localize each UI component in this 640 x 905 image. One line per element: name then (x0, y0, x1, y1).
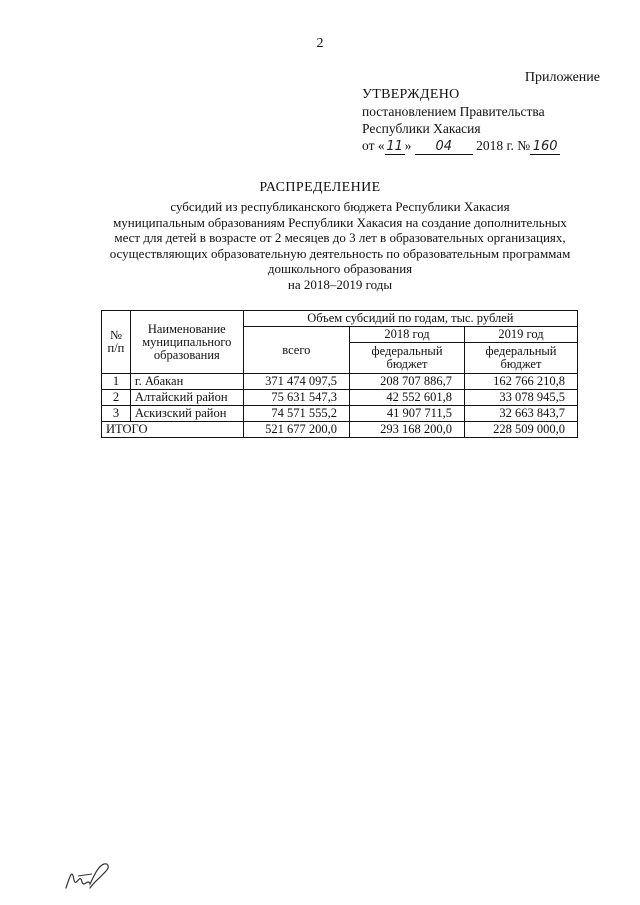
subtitle-line: муниципальным образованиям Республики Хакасия на создание дополнительных (113, 214, 567, 230)
header-year-2018: 2018 год (350, 327, 465, 343)
row-2018: 41 907 711,5 (350, 406, 465, 422)
row-2018: 42 552 601,8 (350, 390, 465, 406)
header-year-2019: 2019 год (464, 327, 577, 343)
row-total: 371 474 097,5 (243, 374, 349, 390)
table-row (102, 374, 578, 390)
table-total-row (102, 422, 578, 438)
header-federal-2019: федеральный бюджет (464, 343, 577, 374)
approval-year: 2018 г. № (476, 138, 531, 153)
total-2019: 228 509 000,0 (464, 422, 577, 438)
header-name: Наименование муниципального образования (130, 311, 243, 374)
approval-line-2: Республики Хакасия (362, 121, 481, 136)
approval-heading: УТВЕРЖДЕНО (362, 87, 460, 102)
subtitle-line: субсидий из республиканского бюджета Республики Хакасия (170, 199, 510, 214)
subtitle-line: дошкольного образования (267, 261, 413, 276)
table-row (102, 390, 578, 406)
page-number: 2 (316, 36, 324, 51)
row-num: 1 (102, 374, 131, 390)
row-2019: 32 663 843,7 (464, 406, 577, 422)
handwritten-signature (64, 858, 114, 897)
row-name: Аскизский район (130, 406, 243, 422)
table-header-row (102, 311, 578, 327)
total-2018: 293 168 200,0 (350, 422, 465, 438)
subsidy-distribution-table (101, 310, 578, 438)
approval-day: 11 (386, 139, 403, 154)
row-2019: 33 078 945,5 (464, 390, 577, 406)
header-total: всего (243, 327, 349, 374)
header-volume: Объем субсидий по годам, тыс. рублей (243, 311, 577, 327)
approval-date-line (362, 137, 560, 155)
approval-block (362, 86, 560, 155)
appendix-label: Приложение (524, 70, 600, 85)
row-2019: 162 766 210,8 (464, 374, 577, 390)
header-num: № п/п (102, 311, 131, 374)
approval-number: 160 (530, 140, 560, 155)
row-num: 2 (102, 390, 131, 406)
row-2018: 208 707 886,7 (350, 374, 465, 390)
document-title: РАСПРЕДЕЛЕНИЕ (259, 180, 381, 195)
approval-month: 04 (415, 140, 473, 155)
subtitle-line: осуществляющих образовательную деятельность по образовательным программам (109, 245, 571, 261)
subtitle-line: мест для детей в возрасте от 2 месяцев до 3 лет в образовательных организациях, (114, 230, 566, 245)
table-row (102, 406, 578, 422)
approval-line-1: постановлением Правительства (362, 104, 545, 119)
row-total: 74 571 555,2 (243, 406, 349, 422)
document-subtitle (60, 199, 620, 292)
header-federal-2018: федеральный бюджет (350, 343, 465, 374)
row-num: 3 (102, 406, 131, 422)
row-total: 75 631 547,3 (243, 390, 349, 406)
row-name: Алтайский район (130, 390, 243, 406)
approval-quote-close: » (404, 138, 412, 153)
total-sum: 521 677 200,0 (243, 422, 349, 438)
row-name: г. Абакан (130, 374, 243, 390)
total-label: ИТОГО (102, 422, 244, 438)
subtitle-line: на 2018–2019 годы (287, 276, 393, 292)
approval-from-label: от « (362, 138, 385, 153)
